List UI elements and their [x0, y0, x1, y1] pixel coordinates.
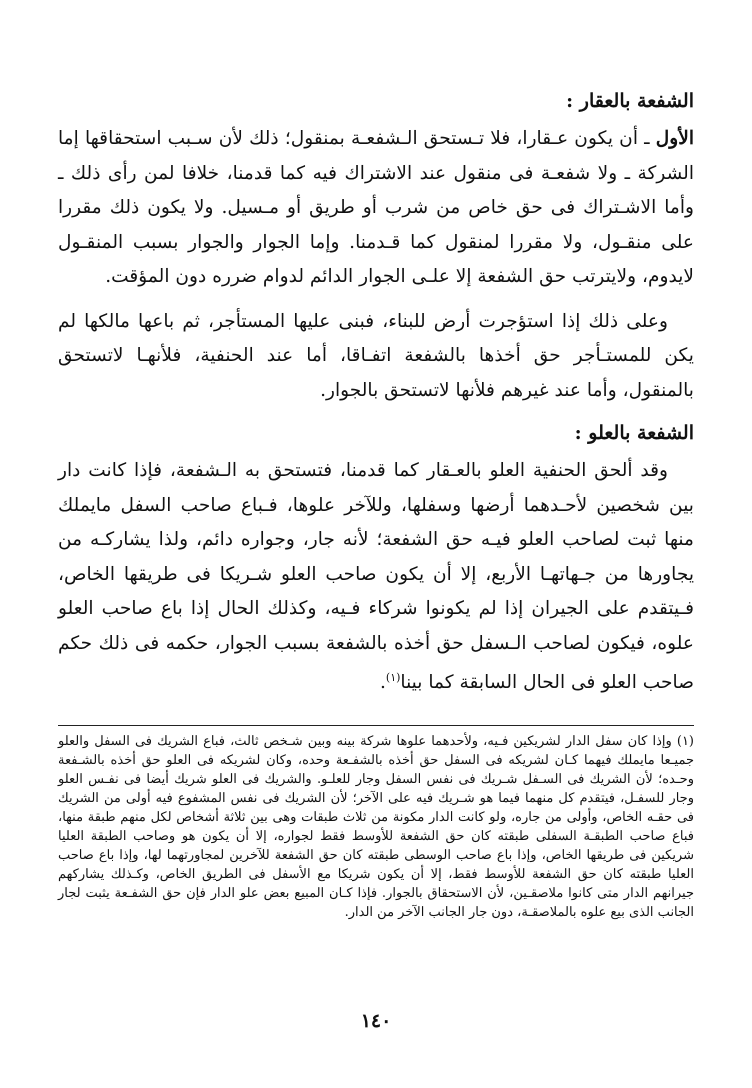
paragraph-leased-land: وعلى ذلك إذا استؤجرت أرض للبناء، فبنى عليها المستأجر، ثم باعها مالكها لم يكن للمستـأجر حق أخذها بالشفعة اتفـاقا، أما عند الحنفية، فلأنهـا لاتستحق بالمنقول، وأما عند غيرهم فلأنها لاتستحق بالجوار. [58, 310, 694, 401]
footnote: (١) وإذا كان سفل الدار لشريكين فـيه، ولأحدهما علوها شركة بينه وبين شـخص ثالث، فباع الشريك فى السفل والعلو جميـعا مايملك فيهما كـان لشريكه فى السفل حق أخذه بالشفـعة وحده، وكان لشريكه فى العلو حق أخذه بالشـفعة وحـده؛ لأن الشريك فى السـفل شـريك فى نفس السفل وجار للعلـو. والشريك فى العلو شريك أيضا فى نفـس العلو وجار للسفـل، فيتقدم كل منهما فيما هو شـريك فيه على الآخر؛ لأن الشريك فى نفس المشفوع فيه أولى من الشريك فى حقـه الخاص، وأولى من جاره، ولو كانت الدار مكونة من ثلاث طبقات وهى بين ثلاثة أشخاص لكل منهم طبقة منها، فباع صاحب الطبقـة السفلى طبقته كان حق الشفعة للأوسط فقط لجواره، إلا أن يكون هو وصاحب الطبقة العليا شريكين فى طريقها الخاص، وإذا باع صاحب الوسطى طبقته كان حق الشفعة للآخرين لمجاورتهما لها، وإذا باع صاحب العليا طبقته كان حق الشفعة للأوسط فقط، إلا أن يكون شريكا مع الأسفل فى الطريق الخاص، وكـذلك يشاركهم جيرانهم الدار متى كانوا ملاصقـين، لأن الاستحقاق بالجوار. فإذا كـان المبيع بعض علو الدار فإن حق الشفـعة يثبت لجار الجانب الذى بيع علوه بالملاصقـة، دون جار الجانب الآخر من الدار. [58, 734, 695, 920]
section-heading-upper-floor: الشفعة بالعلو : [574, 422, 694, 444]
paragraph-first-condition [58, 122, 694, 295]
paragraph-upper-floor: وقد ألحق الحنفية العلو بالعـقار كما قدمنا، فتستحق به الـشفعة، فإذا كانت دار بين شخصين لأحـدهما أرضها وسفلها، وللآخر علوها، فـباع صاحب السفل مايملك منها ثبت لصاحب العلو فيـه حق الشفعة؛ لأنه جار، وجواره دائم، ولذا يشاركـه من يجاورها من جـهاتهـا الأربع، إلا أن يكون صاحب العلو شـريكا فى طريقها الخاص، فـيتقدم على الجيران إذا لم يكونوا شركاء فـيه، وكذلك الحال إذا باع صاحب العلو علوه، فيكون لصاحب الـسفل حق أخذه بالشفعة بسبب الجوار، حكمه فى ذلك حكم صاحب العلو فى الحال السابقة كما بينا$^{(١)}$. [58, 460, 694, 694]
footnote-reference: (١) [385, 671, 401, 684]
page-number: ١٤٠ [360, 1010, 392, 1032]
section-heading-real-estate: الشفعة بالعقار : [566, 90, 694, 112]
lead-word: الأول [655, 128, 694, 149]
main-text [58, 86, 694, 701]
paragraph-upper-floor-text: وقد ألحق الحنفية العلو بالعـقار كما قدمنا، فتستحق به الـشفعة، فإذا كانت دار بين شخصين لأحـدهما أرضها وسفلها، وللآخر علوها، فـباع صاحب السفل مايملك منها ثبت لصاحب العلو فيـه حق الشفعة؛ لأنه جار، وجواره دائم، ولذا يشاركـه من يجاورها من جـهاتهـا الأربع، إلا أن يكون صاحب العلو شـريكا فى طريقها الخاص، فـيتقدم على الجيران إذا لم يكونوا شركاء فـيه، وكذلك الحال إذا باع صاحب العلو علوه، فيكون لصاحب الـسفل حق أخذه بالشفعة بسبب الجوار، حكمه فى ذلك حكم صاحب العلو فى الحال السابقة كما بينا [58, 460, 694, 694]
paragraph-first-condition-text: ـ أن يكون عـقارا، فلا تـستحق الـشفعـة بمنقول؛ ذلك لأن سـبب استحقاقها إما الشركة ـ ولا شفعـة فى منقول عند الاشتراك فيه كما قدمنا، خلافا لمن رأى ذلك ـ وأما الاشـتراك فى حق خاص من شرب أو طريق أو مـسيل. ولا يكون ذلك مقررا على منقـول، ولا مقررا لمنقول كما قـدمنا. وإما الجوار والجوار بسبب المنقـول لايدوم، ولايترتب حق الشفعة إلا علـى الجوار الدائم لدوام ضرره دون المؤقت. [58, 128, 694, 287]
footnote-divider [58, 725, 694, 726]
